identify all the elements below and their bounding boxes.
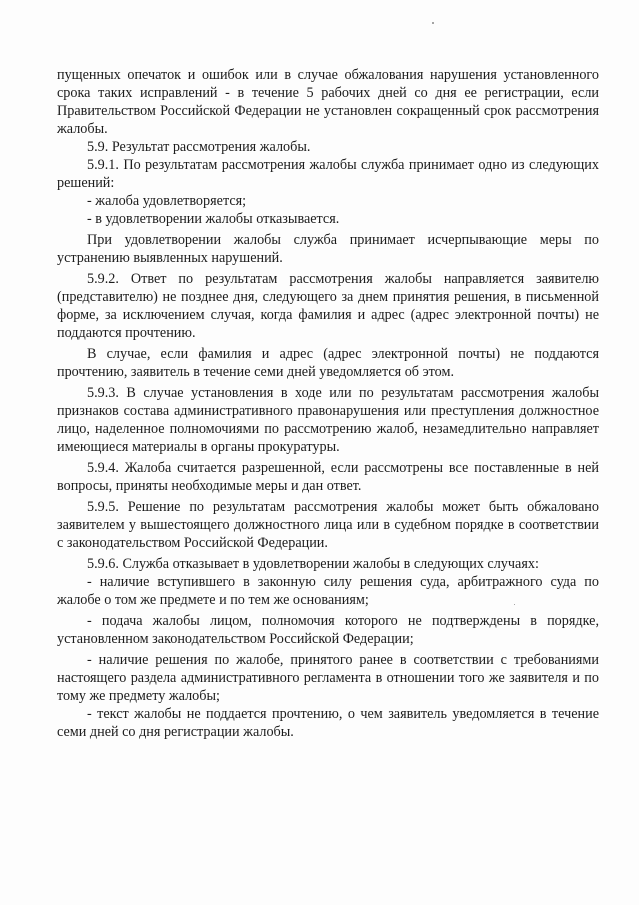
list-item-court-decision: - наличие вступившего в законную силу решения суда, арбитражного суда по жалобе о том же предмете и по тем же основаниям; xyxy=(57,574,599,608)
list-item-prior-decision: - наличие решения по жалобе, принятого ранее в соответствии с требованиями настоящего раздела административного регламента в отношении того же заявителя и по тому же предмету жалобы; xyxy=(57,652,599,704)
paragraph-5-9-3: 5.9.3. В случае установления в ходе или по результатам рассмотрения жалобы признаков состава административного правонарушения или преступления должностное лицо, наделенное полномочиями по рассмотрению жалоб, незамедлительно направляет имеющиеся материалы в органы прокуратуры. xyxy=(57,385,599,455)
paragraph-continuation: пущенных опечаток и ошибок или в случае обжалования нарушения установленного срока таких исправлений - в течение 5 рабочих дней со дня ее регистрации, если Правительством Российской Федерации не установлен сокращенный срок рассмотрения жалобы. xyxy=(57,67,599,137)
list-item-unreadable-text: - текст жалобы не поддается прочтению, о чем заявитель уведомляется в течение семи дней со дня регистрации жалобы. xyxy=(57,706,599,740)
section-heading-5-9: 5.9. Результат рассмотрения жалобы. xyxy=(87,139,311,155)
list-item-unconfirmed-authority: - подача жалобы лицом, полномочия которого не подтверждены в порядке, установленном законодательством Российской Федерации; xyxy=(57,613,599,647)
list-item-denied: - в удовлетворении жалобы отказывается. xyxy=(87,211,340,227)
list-item-satisfied: - жалоба удовлетворяется; xyxy=(87,193,247,209)
document-body xyxy=(57,66,599,741)
paragraph-unreadable: В случае, если фамилия и адрес (адрес электронной почты) не поддаются прочтению, заявитель в течение семи дней уведомляется об этом. xyxy=(57,346,599,380)
paragraph-5-9-4: 5.9.4. Жалоба считается разрешенной, если рассмотрены все поставленные в ней вопросы, приняты необходимые меры и дан ответ. xyxy=(57,460,599,494)
paragraph-remedy: При удовлетворении жалобы служба принимает исчерпывающие меры по устранению выявленных нарушений. xyxy=(57,232,599,266)
paragraph-5-9-1: 5.9.1. По результатам рассмотрения жалобы служба принимает одно из следующих решений: xyxy=(57,157,599,191)
scan-speck xyxy=(432,22,434,24)
paragraph-5-9-6: 5.9.6. Служба отказывает в удовлетворении жалобы в следующих случаях: xyxy=(87,556,539,572)
paragraph-5-9-2: 5.9.2. Ответ по результатам рассмотрения жалобы направляется заявителю (представителю) не позднее дня, следующего за днем принятия решения, в письменной форме, за исключением случая, когда фамилия и адрес (адрес электронной почты) не поддаются прочтению. xyxy=(57,271,599,341)
paragraph-5-9-5: 5.9.5. Решение по результатам рассмотрения жалобы может быть обжаловано заявителем у вышестоящего должностного лица или в судебном порядке в соответствии с законодательством Российской Федерации. xyxy=(57,499,599,551)
